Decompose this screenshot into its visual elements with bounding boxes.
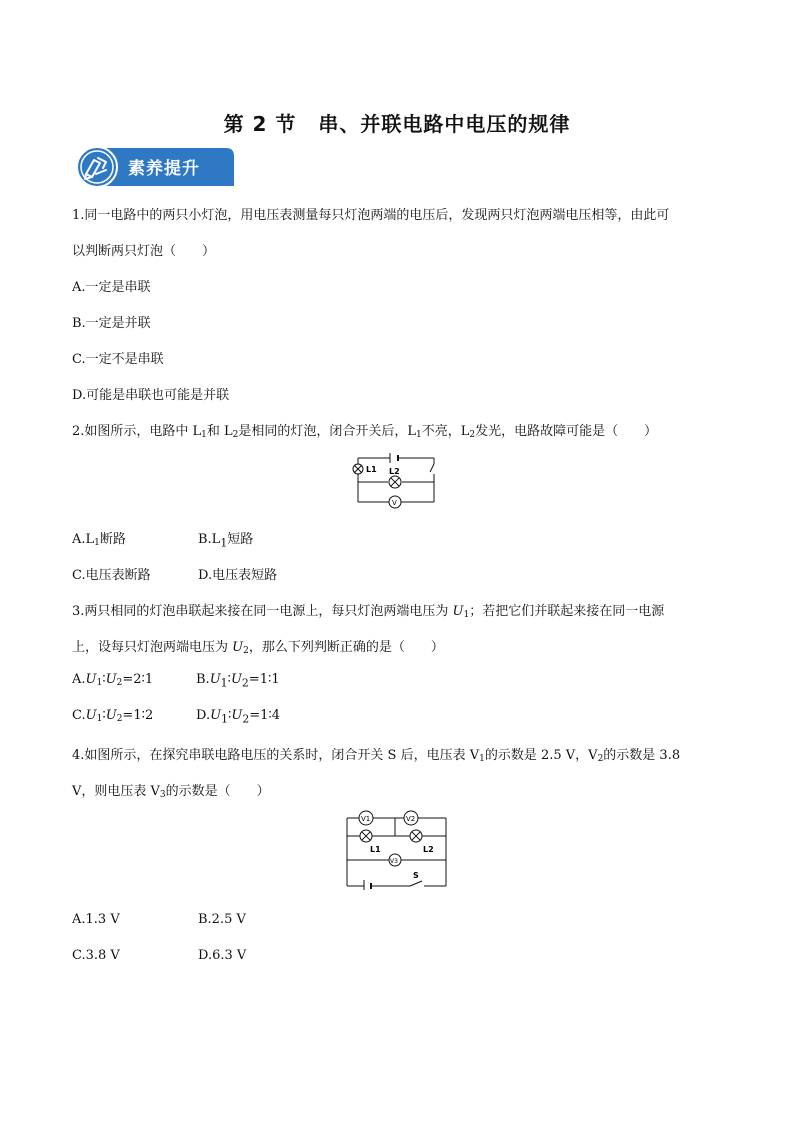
label-l2: L2 xyxy=(389,467,400,476)
q1-option-c: C.一定不是串联 xyxy=(72,352,164,367)
lamp-l1-symbol xyxy=(353,464,363,474)
label-v2: V2 xyxy=(406,815,416,823)
q4-option-a: A.1.3 V xyxy=(72,912,120,927)
q3-option-d: $D.U_1∶U_2=1∶4$ xyxy=(196,708,281,726)
q4-stem-line1: 4.如图所示，在探究串联电路电压的关系时，闭合开关 S 后，电压表 $V_1$的示数是 2.5 V，$V_2$的示数是 3.8 xyxy=(72,748,681,764)
label-l1: L1 xyxy=(366,465,377,474)
q1-stem-line2: 以判断两只灯泡（ ） xyxy=(72,244,216,259)
label-v3: V3 xyxy=(390,858,398,865)
section-number: 第 2 节 xyxy=(223,112,297,136)
q2-option-c: C.电压表断路 xyxy=(72,568,151,583)
q4-option-c: C.3.8 V xyxy=(72,948,120,963)
label-l1: L1 xyxy=(370,845,381,854)
q1-option-a: A.一定是串联 xyxy=(72,280,151,295)
q2-circuit-diagram xyxy=(346,452,446,510)
q2-option-b: $B.L_1$短路 xyxy=(198,532,254,550)
q4-stem-line2: V，则电压表 $V_3$的示数是（ ） xyxy=(72,784,270,800)
q2-option-d: D.电压表短路 xyxy=(198,568,278,583)
q1-option-d: D.可能是串联也可能是并联 xyxy=(72,388,230,403)
q1-option-b: B.一定是并联 xyxy=(72,316,151,331)
lamp-l1-symbol xyxy=(360,830,372,842)
q3-option-a: $A.U_1∶U_2=2∶1$ xyxy=(72,672,154,688)
section-topic: 串、并联电路中电压的规律 xyxy=(318,112,571,136)
lamp-l2-symbol xyxy=(389,476,401,488)
label-l2: L2 xyxy=(423,845,434,854)
q3-option-c: $C.U_1∶U_2=1∶2$ xyxy=(72,708,154,724)
q3-stem-line1: 3.两只相同的灯泡串联起来接在同一电源上，每只灯泡两端电压为 $U_1$；若把它们并联起来接在同一电源 xyxy=(72,604,665,620)
label-v1: V1 xyxy=(361,815,371,823)
q4-option-b: B.2.5 V xyxy=(198,912,246,927)
q2-stem: 2.如图所示，电路中 $L_1$和 $L_2$是相同的灯泡，闭合开关后，$L_1$不亮，$L_2$发光，电路故障可能是（ ） xyxy=(72,424,658,440)
lamp-l2-symbol xyxy=(410,830,422,842)
q3-option-b: $B.U_1∶U_2=1∶1$ xyxy=(196,672,280,690)
label-v: V xyxy=(392,499,397,507)
q3-stem-line2: 上，设每只灯泡两端电压为 $U_2$，那么下列判断正确的是（ ） xyxy=(72,640,444,656)
label-s: S xyxy=(413,871,419,880)
q1-stem-line1: 1.同一电路中的两只小灯泡，用电压表测量每只灯泡两端的电压后，发现两只灯泡两端电压相等，由此可 xyxy=(72,208,670,223)
switch-blade xyxy=(410,881,422,886)
banner-label: 素养提升 xyxy=(128,159,200,179)
page-title xyxy=(0,108,794,137)
switch-blade xyxy=(430,464,434,472)
q4-circuit-diagram xyxy=(340,808,452,890)
q4-option-d: D.6.3 V xyxy=(198,948,247,963)
q2-option-a: $A.L_1$断路 xyxy=(72,532,126,548)
